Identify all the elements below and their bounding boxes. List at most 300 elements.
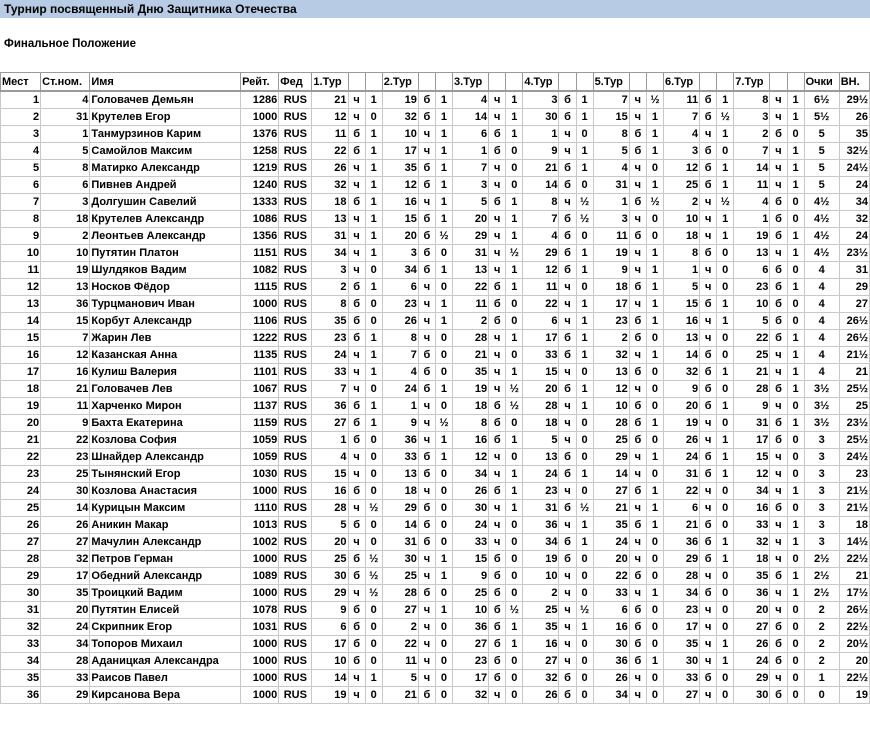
cell-round-6-color: ч (700, 262, 717, 279)
cell-round-4-result: 1 (576, 347, 593, 364)
cell-start-no: 8 (41, 160, 90, 177)
cell-round-2-color: б (418, 585, 435, 602)
cell-fed: RUS (279, 381, 312, 398)
cell-round-4-opponent: 22 (523, 296, 559, 313)
cell-round-3-color: б (489, 568, 506, 585)
cell-round-2-color: б (418, 449, 435, 466)
cell-start-no: 27 (41, 534, 90, 551)
cell-points: 3 (804, 500, 839, 517)
cell-points: 4 (804, 347, 839, 364)
cell-round-1-result: 1 (365, 194, 382, 211)
cell-round-3-opponent: 27 (453, 636, 489, 653)
table-row (1, 415, 870, 432)
cell-round-7-opponent: 13 (734, 245, 770, 262)
cell-round-2-color: ч (418, 126, 435, 143)
cell-round-6-color: б (700, 160, 717, 177)
cell-round-7-color: ч (770, 466, 787, 483)
cell-round-5-opponent: 19 (593, 245, 629, 262)
cell-fed: RUS (279, 568, 312, 585)
cell-round-5-opponent: 10 (593, 398, 629, 415)
cell-round-1-opponent: 29 (312, 585, 348, 602)
cell-round-7-result: 0 (787, 194, 804, 211)
cell-round-5-color: б (629, 432, 646, 449)
cell-round-2-opponent: 25 (382, 568, 418, 585)
cell-round-4-opponent: 20 (523, 381, 559, 398)
cell-round-4-opponent: 30 (523, 109, 559, 126)
cell-round-6-opponent: 24 (663, 449, 699, 466)
cell-round-3-result: 0 (506, 313, 523, 330)
cell-round-5-color: ч (629, 160, 646, 177)
cell-round-6-result: 0 (717, 262, 734, 279)
cell-round-3-color: ч (489, 177, 506, 194)
cell-round-5-opponent: 24 (593, 534, 629, 551)
cell-start-no: 2 (41, 228, 90, 245)
cell-round-3-opponent: 16 (453, 432, 489, 449)
cell-place: 24 (1, 483, 41, 500)
cell-round-2-color: ч (418, 619, 435, 636)
cell-round-3-color: ч (489, 347, 506, 364)
cell-round-6-color: ч (700, 619, 717, 636)
cell-round-2-result: 0 (435, 398, 452, 415)
cell-round-5-opponent: 14 (593, 466, 629, 483)
cell-round-2-result: 0 (435, 670, 452, 687)
cell-round-1-result: 0 (365, 619, 382, 636)
cell-round-6-opponent: 20 (663, 398, 699, 415)
cell-round-6-result: 1 (717, 313, 734, 330)
cell-tiebreak: 19 (839, 687, 869, 704)
cell-round-5-opponent: 8 (593, 126, 629, 143)
cell-round-1-opponent: 31 (312, 228, 348, 245)
cell-rating: 1115 (241, 279, 279, 296)
cell-round-7-color: б (770, 636, 787, 653)
cell-round-6-result: 0 (717, 330, 734, 347)
cell-round-7-opponent: 12 (734, 466, 770, 483)
cell-round-7-result: 0 (787, 211, 804, 228)
cell-round-6-color: ч (700, 687, 717, 704)
cell-round-4-opponent: 14 (523, 177, 559, 194)
cell-round-1-color: б (348, 126, 365, 143)
cell-round-7-color: б (770, 619, 787, 636)
cell-tiebreak: 24½ (839, 160, 869, 177)
cell-round-2-result: 0 (435, 636, 452, 653)
cell-round-7-opponent: 29 (734, 670, 770, 687)
cell-name: Крутелев Егор (90, 109, 241, 126)
cell-round-2-opponent: 8 (382, 330, 418, 347)
table-row (1, 500, 870, 517)
cell-round-2-result: 1 (435, 109, 452, 126)
cell-round-4-result: 1 (576, 466, 593, 483)
cell-round-3-color: б (489, 670, 506, 687)
col-round-5: 5.Тур (593, 73, 629, 92)
cell-round-3-result: 1 (506, 91, 523, 109)
cell-round-3-result: 0 (506, 415, 523, 432)
cell-place: 16 (1, 347, 41, 364)
cell-round-2-opponent: 14 (382, 517, 418, 534)
cell-round-7-opponent: 25 (734, 347, 770, 364)
table-row (1, 398, 870, 415)
cell-name: Кулиш Валерия (90, 364, 241, 381)
cell-round-3-opponent: 29 (453, 228, 489, 245)
cell-round-3-color: ч (489, 500, 506, 517)
cell-round-1-color: ч (348, 245, 365, 262)
cell-tiebreak: 24 (839, 228, 869, 245)
cell-round-2-opponent: 34 (382, 262, 418, 279)
cell-round-4-result: 1 (576, 143, 593, 160)
cell-points: 4½ (804, 245, 839, 262)
cell-fed: RUS (279, 636, 312, 653)
cell-round-4-opponent: 3 (523, 91, 559, 109)
cell-round-7-opponent: 7 (734, 143, 770, 160)
cell-round-4-color: б (559, 177, 576, 194)
cell-round-7-result: 1 (787, 568, 804, 585)
cell-round-1-color: ч (348, 262, 365, 279)
cell-round-6-opponent: 11 (663, 91, 699, 109)
table-row (1, 568, 870, 585)
cell-round-1-color: ч (348, 228, 365, 245)
cell-round-2-opponent: 3 (382, 245, 418, 262)
cell-tiebreak: 29 (839, 279, 869, 296)
cell-round-3-opponent: 31 (453, 245, 489, 262)
cell-name: Шнайдер Александр (90, 449, 241, 466)
cell-round-3-color: ч (489, 466, 506, 483)
cell-round-7-opponent: 20 (734, 602, 770, 619)
cell-round-3-opponent: 17 (453, 670, 489, 687)
cell-round-6-color: ч (700, 483, 717, 500)
cell-points: 4½ (804, 228, 839, 245)
cell-tiebreak: 14½ (839, 534, 869, 551)
cell-rating: 1101 (241, 364, 279, 381)
cell-round-1-result: 0 (365, 109, 382, 126)
cell-round-5-opponent: 27 (593, 483, 629, 500)
cell-round-6-opponent: 32 (663, 364, 699, 381)
cell-start-no: 4 (41, 91, 90, 109)
cell-name: Бахта Екатерина (90, 415, 241, 432)
cell-round-5-result: ½ (646, 91, 663, 109)
cell-round-1-opponent: 17 (312, 636, 348, 653)
cell-round-5-opponent: 28 (593, 415, 629, 432)
cell-place: 8 (1, 211, 41, 228)
cell-round-4-result: 0 (576, 126, 593, 143)
cell-round-2-color: б (418, 262, 435, 279)
cell-round-7-color: ч (770, 483, 787, 500)
cell-round-2-result: 0 (435, 279, 452, 296)
cell-round-6-color: б (700, 398, 717, 415)
table-row (1, 551, 870, 568)
cell-round-3-result: 1 (506, 432, 523, 449)
cell-round-5-opponent: 4 (593, 160, 629, 177)
cell-place: 3 (1, 126, 41, 143)
cell-start-no: 34 (41, 636, 90, 653)
cell-rating: 1000 (241, 670, 279, 687)
cell-round-7-result: 1 (787, 483, 804, 500)
cell-round-4-result: 0 (576, 483, 593, 500)
cell-place: 30 (1, 585, 41, 602)
cell-round-7-opponent: 9 (734, 398, 770, 415)
cell-round-1-color: ч (348, 211, 365, 228)
cell-round-2-result: 0 (435, 483, 452, 500)
cell-start-no: 18 (41, 211, 90, 228)
cell-round-4-opponent: 29 (523, 245, 559, 262)
cell-round-4-opponent: 21 (523, 160, 559, 177)
cell-round-5-color: ч (629, 177, 646, 194)
cell-round-2-result: 1 (435, 381, 452, 398)
cell-round-6-result: 1 (717, 636, 734, 653)
cell-tiebreak: 25½ (839, 432, 869, 449)
cell-round-1-result: 0 (365, 636, 382, 653)
cell-place: 15 (1, 330, 41, 347)
col-round-3: 3.Тур (453, 73, 489, 92)
cell-tiebreak: 21½ (839, 483, 869, 500)
cell-round-3-color: ч (489, 330, 506, 347)
cell-round-1-opponent: 27 (312, 415, 348, 432)
cell-place: 36 (1, 687, 41, 704)
cell-fed: RUS (279, 653, 312, 670)
cell-round-3-result: 1 (506, 262, 523, 279)
cell-round-3-opponent: 34 (453, 466, 489, 483)
table-row (1, 177, 870, 194)
cell-round-1-result: 0 (365, 432, 382, 449)
cell-fed: RUS (279, 143, 312, 160)
cell-place: 19 (1, 398, 41, 415)
cell-round-7-color: ч (770, 177, 787, 194)
page-subtitle: Финальное Положение (4, 38, 137, 50)
cell-round-1-result: 0 (365, 262, 382, 279)
cell-rating: 1086 (241, 211, 279, 228)
cell-round-6-color: ч (700, 330, 717, 347)
cell-round-5-result: 1 (646, 517, 663, 534)
cell-round-4-result: 1 (576, 160, 593, 177)
cell-round-4-result: 1 (576, 619, 593, 636)
cell-fed: RUS (279, 91, 312, 109)
cell-round-2-result: 1 (435, 211, 452, 228)
cell-tiebreak: 32 (839, 211, 869, 228)
cell-place: 7 (1, 194, 41, 211)
cell-round-6-result: 1 (717, 91, 734, 109)
cell-round-5-result: 1 (646, 483, 663, 500)
cell-round-3-result: ½ (506, 602, 523, 619)
cell-round-1-result: 0 (365, 313, 382, 330)
cell-tiebreak: 22½ (839, 551, 869, 568)
cell-round-3-color: ч (489, 91, 506, 109)
cell-round-3-result: 0 (506, 517, 523, 534)
cell-round-3-result: ½ (506, 381, 523, 398)
cell-points: 3 (804, 534, 839, 551)
cell-round-3-color: ч (489, 449, 506, 466)
cell-round-1-result: 1 (365, 228, 382, 245)
cell-points: 3½ (804, 398, 839, 415)
cell-round-2-opponent: 20 (382, 228, 418, 245)
cell-fed: RUS (279, 534, 312, 551)
cell-round-5-opponent: 6 (593, 602, 629, 619)
cell-name: Кирсанова Вера (90, 687, 241, 704)
cell-round-2-color: б (418, 211, 435, 228)
cell-round-7-result: 1 (787, 381, 804, 398)
cell-round-4-opponent: 12 (523, 262, 559, 279)
cell-place: 27 (1, 534, 41, 551)
cell-fed: RUS (279, 245, 312, 262)
cell-round-1-result: 0 (365, 687, 382, 704)
cell-tiebreak: 26½ (839, 330, 869, 347)
cell-fed: RUS (279, 500, 312, 517)
cell-round-3-color: ч (489, 160, 506, 177)
cell-round-1-opponent: 33 (312, 364, 348, 381)
cell-round-5-opponent: 34 (593, 687, 629, 704)
cell-round-4-result: 1 (576, 91, 593, 109)
cell-points: 4 (804, 262, 839, 279)
cell-round-1-result: 0 (365, 653, 382, 670)
cell-round-6-opponent: 14 (663, 347, 699, 364)
cell-round-1-color: ч (348, 364, 365, 381)
cell-tiebreak: 18 (839, 517, 869, 534)
cell-name: Путятин Платон (90, 245, 241, 262)
cell-round-6-opponent: 7 (663, 109, 699, 126)
cell-round-2-opponent: 19 (382, 91, 418, 109)
cell-start-no: 22 (41, 432, 90, 449)
cell-round-6-result: 0 (717, 500, 734, 517)
cell-round-7-result: 1 (787, 534, 804, 551)
cell-round-5-color: ч (629, 381, 646, 398)
table-row (1, 279, 870, 296)
cell-round-5-color: ч (629, 262, 646, 279)
cell-round-5-opponent: 32 (593, 347, 629, 364)
table-row (1, 449, 870, 466)
cell-round-5-color: ч (629, 500, 646, 517)
cell-round-7-color: ч (770, 398, 787, 415)
cell-round-6-result: 1 (717, 466, 734, 483)
cell-round-5-color: ч (629, 551, 646, 568)
table-row (1, 91, 870, 109)
cell-round-4-color: б (559, 534, 576, 551)
cell-fed: RUS (279, 347, 312, 364)
cell-points: 4 (804, 330, 839, 347)
cell-rating: 1000 (241, 636, 279, 653)
cell-round-5-result: 0 (646, 381, 663, 398)
cell-round-5-opponent: 20 (593, 551, 629, 568)
cell-round-1-opponent: 21 (312, 91, 348, 109)
cell-round-2-opponent: 10 (382, 126, 418, 143)
cell-start-no: 32 (41, 551, 90, 568)
cell-round-1-result: 1 (365, 177, 382, 194)
cell-round-7-opponent: 10 (734, 296, 770, 313)
cell-tiebreak: 24 (839, 177, 869, 194)
cell-round-2-opponent: 11 (382, 653, 418, 670)
cell-points: 3 (804, 483, 839, 500)
cell-rating: 1000 (241, 296, 279, 313)
cell-round-2-color: б (418, 364, 435, 381)
cell-round-3-color: ч (489, 211, 506, 228)
cell-name: Харченко Мирон (90, 398, 241, 415)
cell-round-6-color: ч (700, 602, 717, 619)
cell-round-5-opponent: 15 (593, 109, 629, 126)
cell-round-7-color: б (770, 687, 787, 704)
cell-round-4-color: ч (559, 619, 576, 636)
cell-start-no: 12 (41, 347, 90, 364)
cell-round-1-color: ч (348, 449, 365, 466)
cell-round-3-opponent: 14 (453, 109, 489, 126)
cell-round-2-result: 1 (435, 551, 452, 568)
cell-tiebreak: 22½ (839, 670, 869, 687)
cell-fed: RUS (279, 364, 312, 381)
cell-round-2-result: 1 (435, 296, 452, 313)
cell-round-2-opponent: 5 (382, 670, 418, 687)
cell-round-1-result: 0 (365, 602, 382, 619)
cell-round-7-opponent: 24 (734, 653, 770, 670)
cell-round-5-opponent: 3 (593, 211, 629, 228)
cell-round-4-result: 1 (576, 398, 593, 415)
cell-round-5-result: 1 (646, 126, 663, 143)
cell-round-4-result: 0 (576, 177, 593, 194)
cell-round-5-color: ч (629, 449, 646, 466)
cell-round-4-color: ч (559, 653, 576, 670)
cell-round-5-result: 0 (646, 636, 663, 653)
cell-fed: RUS (279, 670, 312, 687)
cell-round-2-opponent: 33 (382, 449, 418, 466)
cell-fed: RUS (279, 432, 312, 449)
cell-rating: 1240 (241, 177, 279, 194)
cell-round-2-opponent: 4 (382, 364, 418, 381)
cell-round-2-opponent: 22 (382, 636, 418, 653)
cell-round-6-result: 0 (717, 602, 734, 619)
cell-round-4-result: ½ (576, 194, 593, 211)
cell-round-2-color: ч (418, 602, 435, 619)
cell-round-7-color: б (770, 415, 787, 432)
cell-round-6-color: б (700, 517, 717, 534)
cell-round-7-opponent: 28 (734, 381, 770, 398)
cell-round-7-result: 1 (787, 364, 804, 381)
cell-round-4-color: ч (559, 636, 576, 653)
cell-round-1-opponent: 7 (312, 381, 348, 398)
cell-round-7-opponent: 23 (734, 279, 770, 296)
cell-round-2-opponent: 6 (382, 279, 418, 296)
cell-place: 4 (1, 143, 41, 160)
cell-round-1-color: б (348, 517, 365, 534)
cell-round-6-result: 0 (717, 517, 734, 534)
cell-round-6-result: 0 (717, 568, 734, 585)
cell-round-4-result: 1 (576, 517, 593, 534)
cell-round-7-color: ч (770, 602, 787, 619)
cell-round-7-color: б (770, 653, 787, 670)
cell-round-1-opponent: 14 (312, 670, 348, 687)
cell-round-1-color: ч (348, 534, 365, 551)
cell-tiebreak: 26½ (839, 313, 869, 330)
cell-round-2-color: ч (418, 313, 435, 330)
cell-round-7-color: ч (770, 670, 787, 687)
table-row (1, 313, 870, 330)
cell-round-7-result: 1 (787, 517, 804, 534)
cell-round-4-opponent: 16 (523, 636, 559, 653)
cell-round-4-result: 0 (576, 432, 593, 449)
cell-round-2-result: 0 (435, 347, 452, 364)
cell-points: 3 (804, 432, 839, 449)
cell-round-5-color: б (629, 483, 646, 500)
cell-round-5-opponent: 35 (593, 517, 629, 534)
cell-round-7-result: 0 (787, 636, 804, 653)
cell-round-3-color: ч (489, 245, 506, 262)
cell-rating: 1286 (241, 91, 279, 109)
cell-fed: RUS (279, 126, 312, 143)
cell-round-3-color: б (489, 126, 506, 143)
cell-round-3-color: ч (489, 109, 506, 126)
cell-place: 23 (1, 466, 41, 483)
table-row (1, 330, 870, 347)
cell-round-1-opponent: 20 (312, 534, 348, 551)
table-row (1, 160, 870, 177)
cell-rating: 1137 (241, 398, 279, 415)
cell-round-3-color: б (489, 296, 506, 313)
cell-round-7-opponent: 8 (734, 91, 770, 109)
cell-start-no: 9 (41, 415, 90, 432)
cell-round-5-result: 1 (646, 245, 663, 262)
